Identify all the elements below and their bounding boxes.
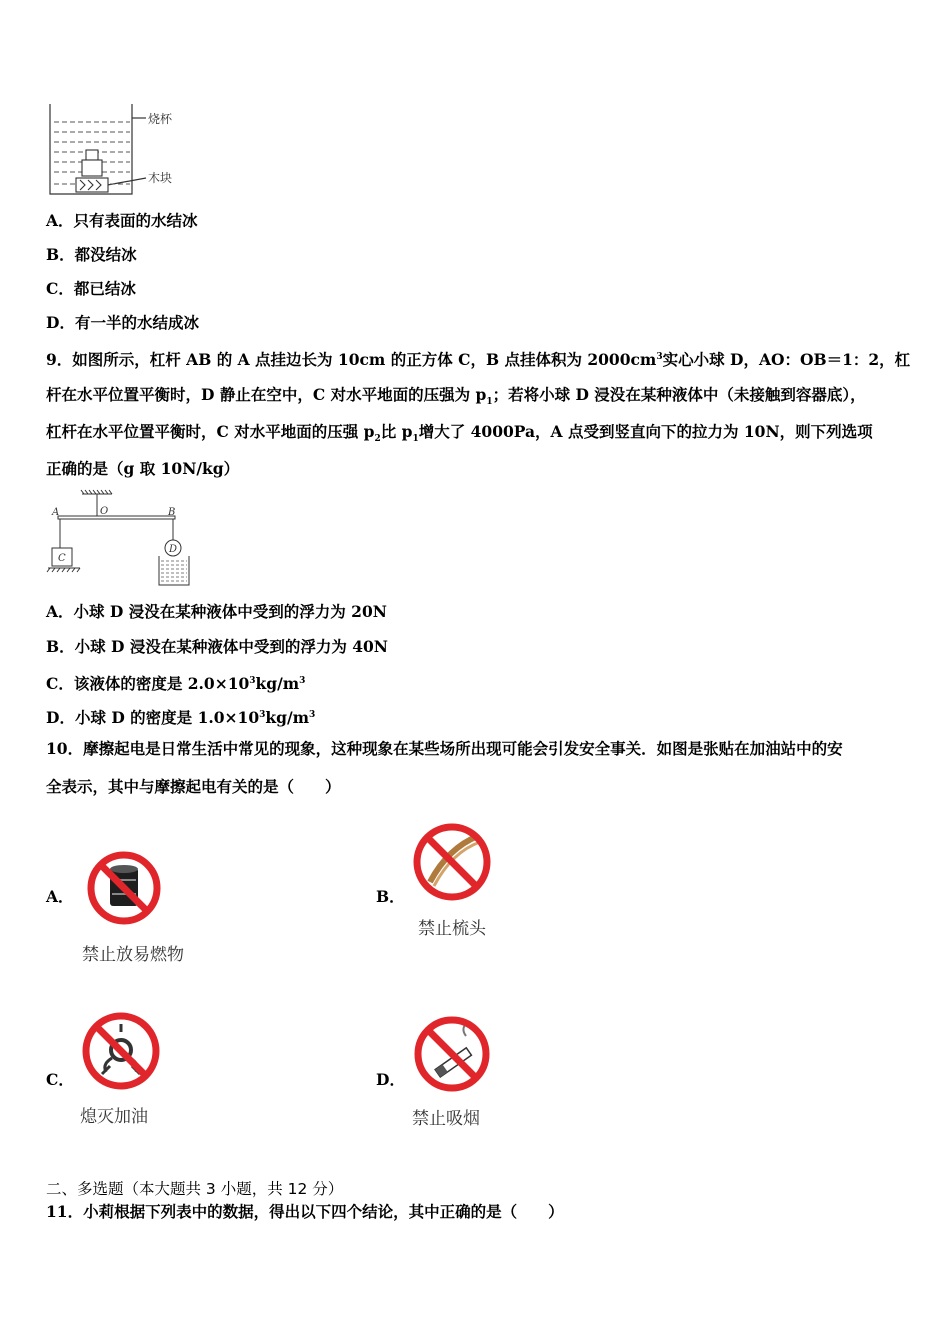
lever-figure (46, 488, 206, 590)
option-letter: D． (46, 708, 75, 728)
sign-option-c[interactable]: C． (46, 1070, 74, 1089)
q8-option-d[interactable] (46, 313, 199, 333)
option-letter: B． (46, 637, 75, 656)
point-a-label: A (52, 507, 60, 518)
option-letter: C． (46, 674, 74, 694)
point-o-label: O (100, 506, 109, 517)
no-smoking-sign-icon (412, 1014, 492, 1094)
sign-option-a[interactable]: A． (46, 887, 74, 906)
sign-caption-c: 熄灭加油 (80, 1107, 148, 1127)
block-label: 木块 (148, 171, 173, 185)
beaker-label: 烧杯 (148, 112, 173, 126)
q10-stem-line1: 10．摩擦起电是日常生活中常见的现象，这种现象在某些场所出现可能会引发安全事关．如图是张贴在加油站中的安 (46, 739, 843, 758)
q9-stem-line1: 9．如图所示，杠杆 AB 的 A 点挂边长为 10cm 的正方体 C，B 点挂体积为 $2000cm^3$实心小球 D，AO：OB＝1：2，杠 (46, 350, 911, 370)
point-b-label: B (168, 507, 176, 518)
option-letter: B． (46, 245, 75, 264)
q8-option-b[interactable] (46, 245, 137, 265)
q9-option-d[interactable]: D．小球 D 的密度是 $1.0\times 10^3kg/m^3$ (46, 708, 316, 728)
sign-option-d[interactable]: D． (376, 1070, 405, 1089)
option-letter: C． (46, 279, 74, 298)
q9-option-a[interactable] (46, 602, 387, 622)
option-text: 小球 D 浸没在某种液体中受到的浮力为 20N (73, 602, 387, 621)
sign-option-b[interactable]: B． (376, 887, 405, 906)
q11-stem: 11．小莉根据下列表中的数据，得出以下四个结论，其中正确的是（ ） (46, 1202, 564, 1221)
option-text: 该液体的密度是 2.0×10 (73, 674, 250, 694)
q10-stem-line2: 全表示，其中与摩擦起电有关的是（ ） (46, 777, 341, 796)
q9-stem-line2: 杆在水平位置平衡时，D 静止在空中，C 对水平地面的压强为 $p_1$；若将小球 D 浸没在某种液体中（未接触到容器底）， (46, 385, 866, 408)
sign-caption-a: 禁止放易燃物 (82, 945, 184, 965)
q9-option-c[interactable]: C．该液体的密度是 $2.0\times 10^3kg/m^3$ (46, 674, 306, 694)
option-text: 都没结冰 (74, 245, 137, 264)
option-letter: A． (46, 602, 74, 621)
engine-off-refuel-sign-icon (80, 1010, 162, 1092)
beaker-figure (44, 98, 194, 200)
option-text: 小球 D 的密度是 1.0×10 (74, 708, 260, 728)
cube-c-label: C (58, 553, 66, 564)
option-letter: A． (46, 211, 74, 230)
option-text: 有一半的水结成冰 (74, 313, 199, 332)
option-letter: D． (46, 313, 75, 332)
option-text: 只有表面的水结冰 (73, 211, 198, 230)
section-heading: 二、多选题（本大题共 3 小题，共 12 分） (46, 1180, 344, 1198)
q9-option-b[interactable] (46, 637, 388, 657)
sign-caption-d: 禁止吸烟 (412, 1109, 480, 1129)
ball-d-label: D (169, 544, 178, 555)
q9-stem-line3: 杠杆在水平位置平衡时，C 对水平地面的压强 $p_2$比 $p_1$增大了 4000Pa，A 点受到竖直向下的拉力为 10N，则下列选项 (46, 422, 873, 445)
option-text: 都已结冰 (73, 279, 136, 298)
q8-option-a[interactable] (46, 211, 198, 231)
option-text: 小球 D 浸没在某种液体中受到的浮力为 40N (74, 637, 388, 656)
sign-caption-b: 禁止梳头 (418, 919, 486, 939)
no-flammables-sign-icon (86, 850, 162, 926)
no-combing-sign-icon (412, 822, 492, 902)
q8-option-c[interactable] (46, 279, 136, 299)
q9-stem-line4: 正确的是（g 取 10N/kg） (46, 459, 240, 478)
